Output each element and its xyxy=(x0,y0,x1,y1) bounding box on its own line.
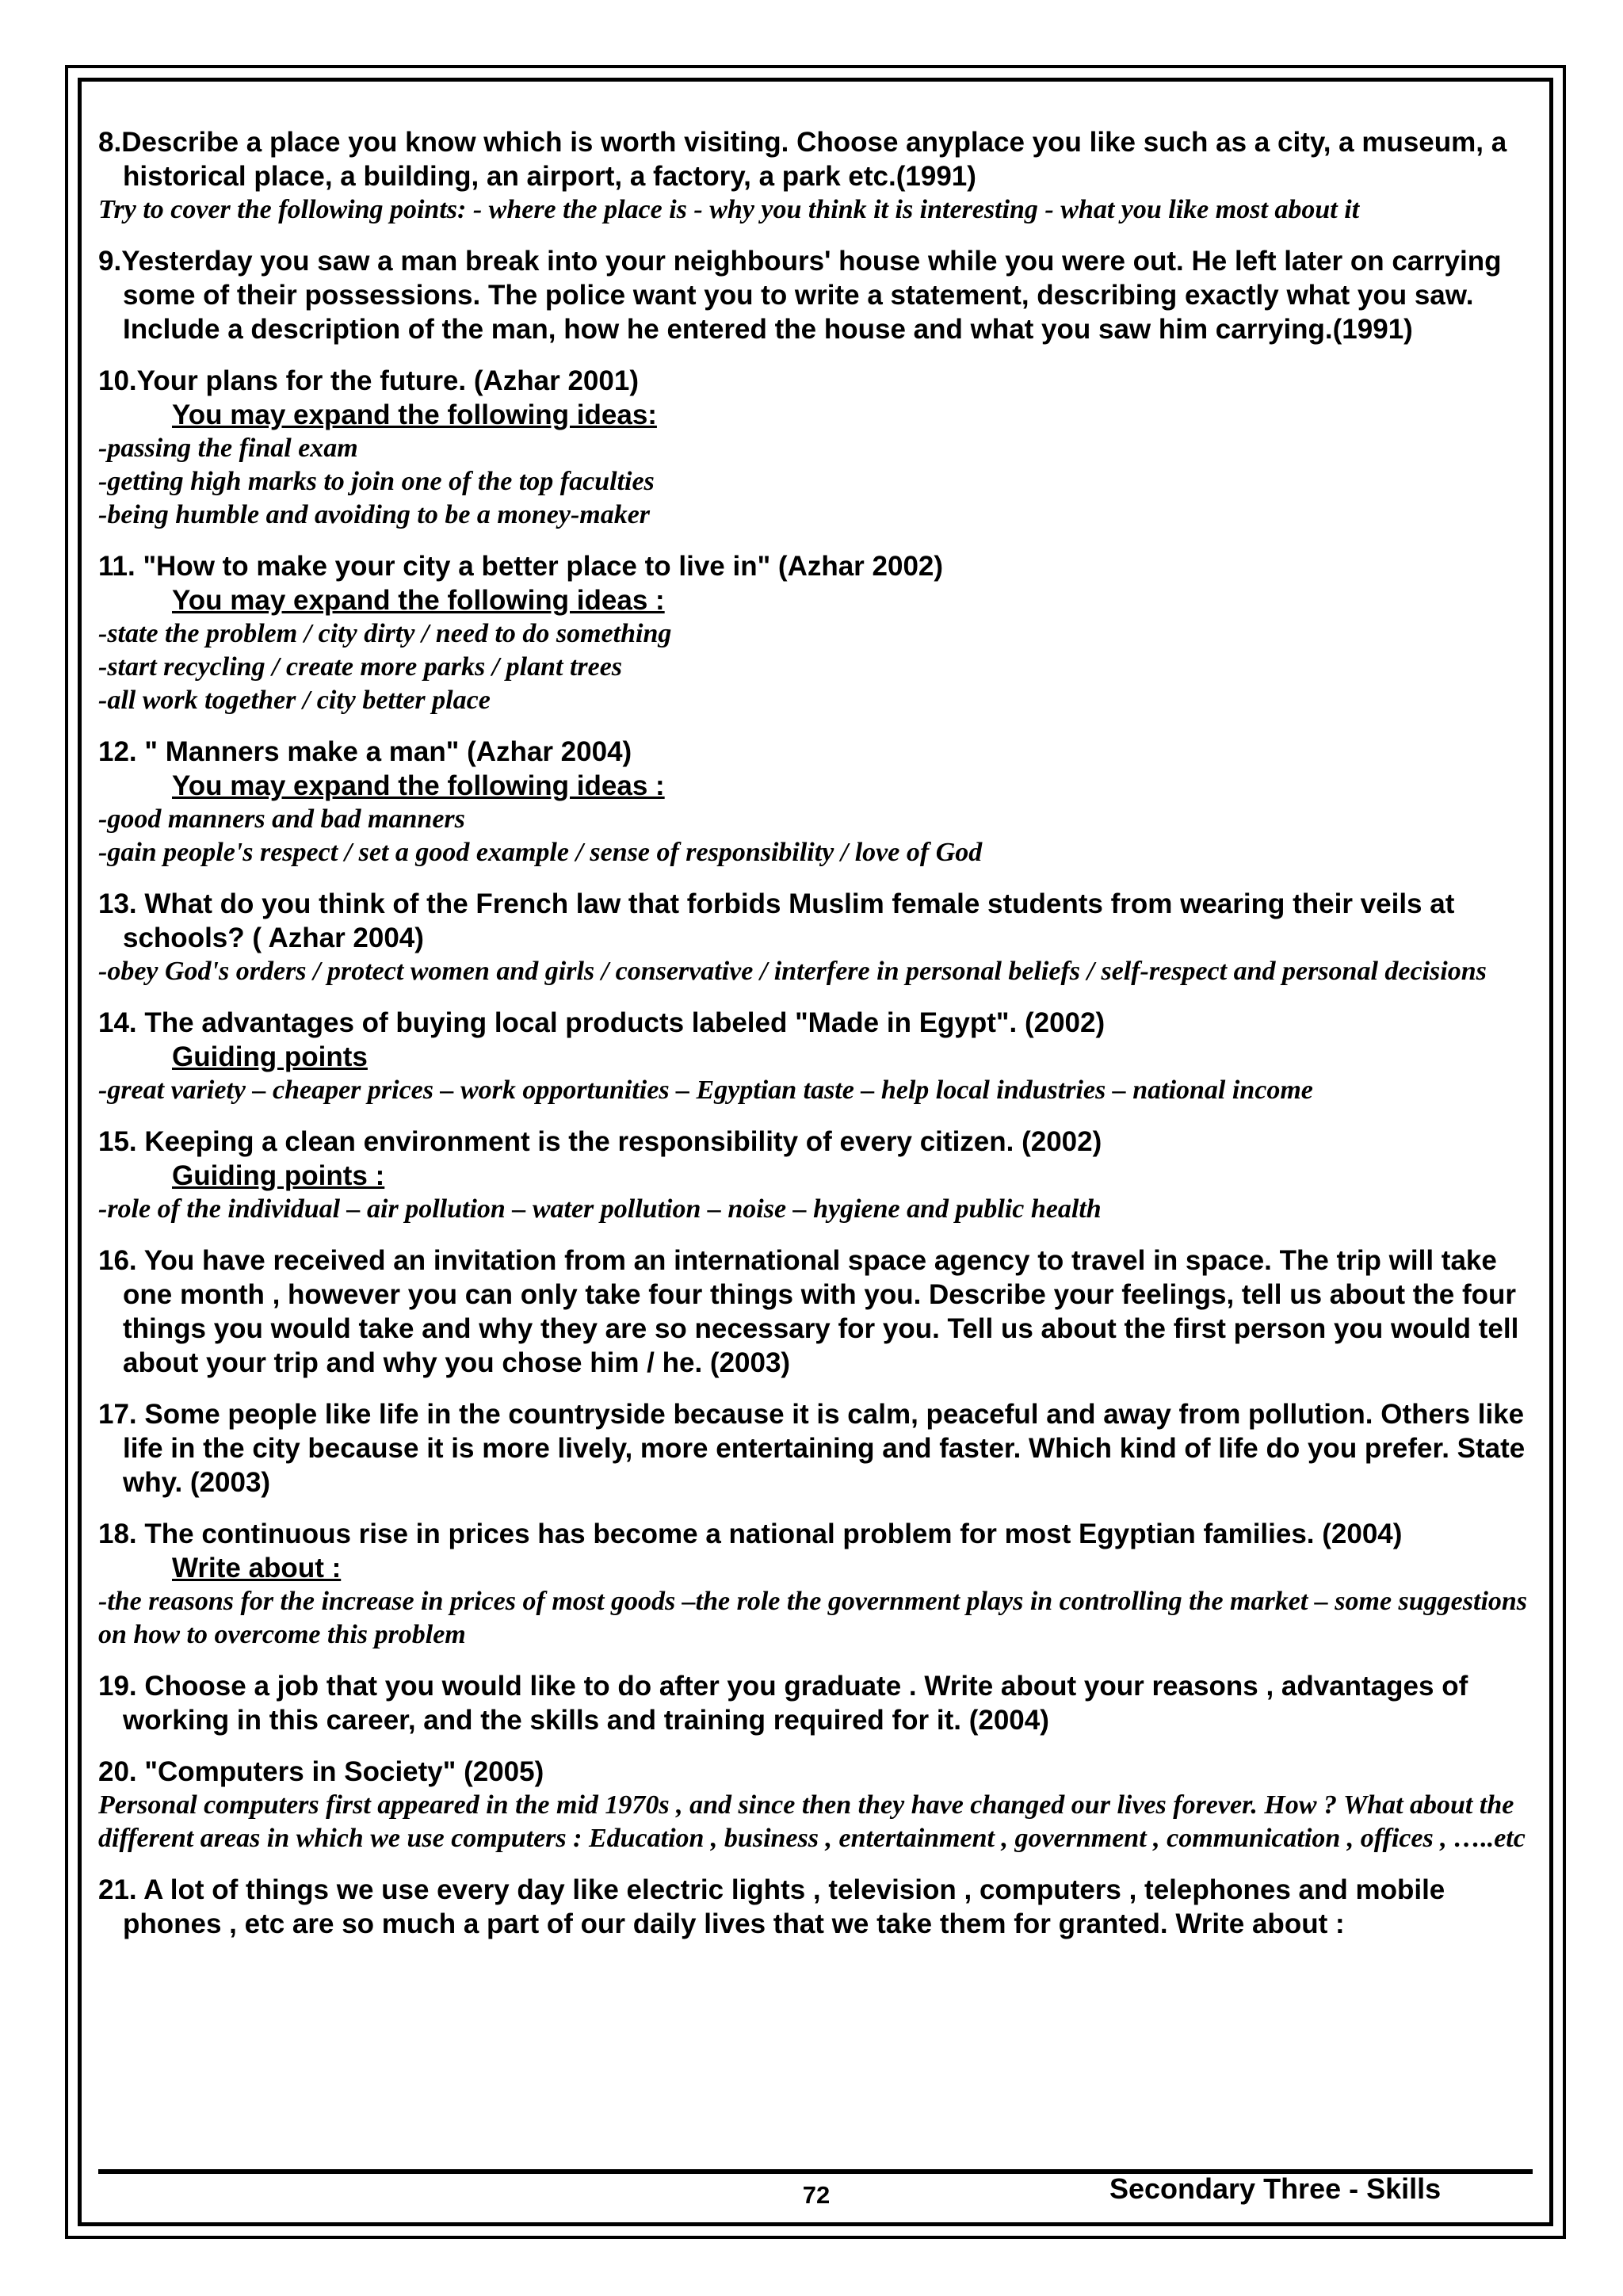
question-title: 8.Describe a place you know which is worth visiting. Choose anyplace you like such as a city, a museum, a historical place, a building, an airport, a factory, a park etc.(1991) xyxy=(98,127,1507,192)
question-item xyxy=(98,1755,1533,1855)
question-title: 14. The advantages of buying local products labeled "Made in Egypt". (2002) xyxy=(98,1007,1106,1038)
question-title: 11. "How to make your city a better place to live in" (Azhar 2002) xyxy=(98,551,944,582)
question-item xyxy=(98,1873,1533,1941)
question-title: 16. You have received an invitation from an international space agency to travel in space. The trip will take one month , however you can only take four things with you. Describe your feelings, tell us about the four things you would take and why they are so necessary for you. Tell us about the first person you would tell about your trip and why you chose him / he. (2003) xyxy=(98,1245,1519,1378)
guiding-point: -obey God's orders / protect women and girls / conservative / interfere in personal beliefs / self-respect and personal decisions xyxy=(98,957,1487,986)
footer-title: Secondary Three - Skills xyxy=(1109,2172,1442,2205)
question-title: 21. A lot of things we use every day like electric lights , television , computers , telephones and mobile phones , etc are so much a part of our daily lives that we take them for granted. Write about : xyxy=(98,1874,1445,1939)
question-title: 13. What do you think of the French law that forbids Muslim female students from wearing their veils at schools? ( Azhar 2004) xyxy=(98,888,1455,953)
question-item xyxy=(98,549,1533,717)
question-item xyxy=(98,1397,1533,1499)
question-subheading: Guiding points : xyxy=(172,1160,385,1191)
guiding-point: -all work together / city better place xyxy=(98,686,491,715)
guiding-point: -start recycling / create more parks / plant trees xyxy=(98,652,623,682)
question-item xyxy=(98,364,1533,532)
page-number: 72 xyxy=(802,2181,831,2209)
guiding-point: -role of the individual – air pollution – water pollution – noise – hygiene and public health xyxy=(98,1194,1102,1224)
question-title: 19. Choose a job that you would like to do after you graduate . Write about your reasons , advantages of working in this career, and the skills and training required for it. (2004) xyxy=(98,1671,1468,1736)
question-item xyxy=(98,735,1533,869)
guiding-point: Personal computers first appeared in the mid 1970s , and since then they have changed our lives forever. How ? What about the different areas in which we use computers : Education , business , entertainment , government , communication , offices , …..etc xyxy=(98,1790,1526,1853)
question-title: 10.Your plans for the future. (Azhar 2001) xyxy=(98,365,639,396)
question-subheading: You may expand the following ideas : xyxy=(172,585,665,616)
question-item xyxy=(98,887,1533,988)
question-title: 18. The continuous rise in prices has become a national problem for most Egyptian families. (2004) xyxy=(98,1519,1403,1549)
question-subheading: Write about : xyxy=(172,1553,342,1584)
guiding-point: -great variety – cheaper prices – work opportunities – Egyptian taste – help local industries – national income xyxy=(98,1075,1313,1105)
question-item xyxy=(98,1006,1533,1107)
question-item xyxy=(98,244,1533,346)
question-item xyxy=(98,1517,1533,1652)
question-title: 15. Keeping a clean environment is the responsibility of every citizen. (2002) xyxy=(98,1126,1102,1157)
guiding-point: -state the problem / city dirty / need to do something xyxy=(98,619,672,648)
question-item xyxy=(98,1244,1533,1380)
guiding-point: -passing the final exam xyxy=(98,434,358,463)
guiding-point: -the reasons for the increase in prices of most goods –the role the government plays in controlling the market – some suggestions on how to overcome this problem xyxy=(98,1587,1528,1649)
question-item xyxy=(98,125,1533,227)
question-title: 20. "Computers in Society" (2005) xyxy=(98,1756,544,1787)
question-item xyxy=(98,1669,1533,1737)
question-title: 9.Yesterday you saw a man break into your neighbours' house while you were out. He left later on carrying some of their possessions. The police want you to write a statement, describing exactly what you saw. Include a description of the man, how he entered the house and what you saw him carrying.(1991) xyxy=(98,246,1502,345)
guiding-point: -good manners and bad manners xyxy=(98,804,465,834)
guiding-point: -being humble and avoiding to be a money-maker xyxy=(98,500,651,529)
question-title: 17. Some people like life in the countryside because it is calm, peaceful and away from pollution. Others like life in the city because it is more lively, more entertaining and faster. Which kind of life do you prefer. State why. (2003) xyxy=(98,1399,1526,1498)
question-subheading: You may expand the following ideas: xyxy=(172,399,657,430)
question-subheading: Guiding points xyxy=(172,1041,368,1072)
guiding-point: -getting high marks to join one of the top faculties xyxy=(98,467,655,496)
guiding-point: -gain people's respect / set a good example / sense of responsibility / love of God xyxy=(98,838,983,867)
question-subheading: You may expand the following ideas : xyxy=(172,770,665,801)
guiding-point: Try to cover the following points: - where the place is - why you think it is interesting - what you like most about it xyxy=(98,195,1360,224)
question-item xyxy=(98,1125,1533,1226)
question-title: 12. " Manners make a man" (Azhar 2004) xyxy=(98,736,632,767)
questions-list xyxy=(98,125,1533,1958)
